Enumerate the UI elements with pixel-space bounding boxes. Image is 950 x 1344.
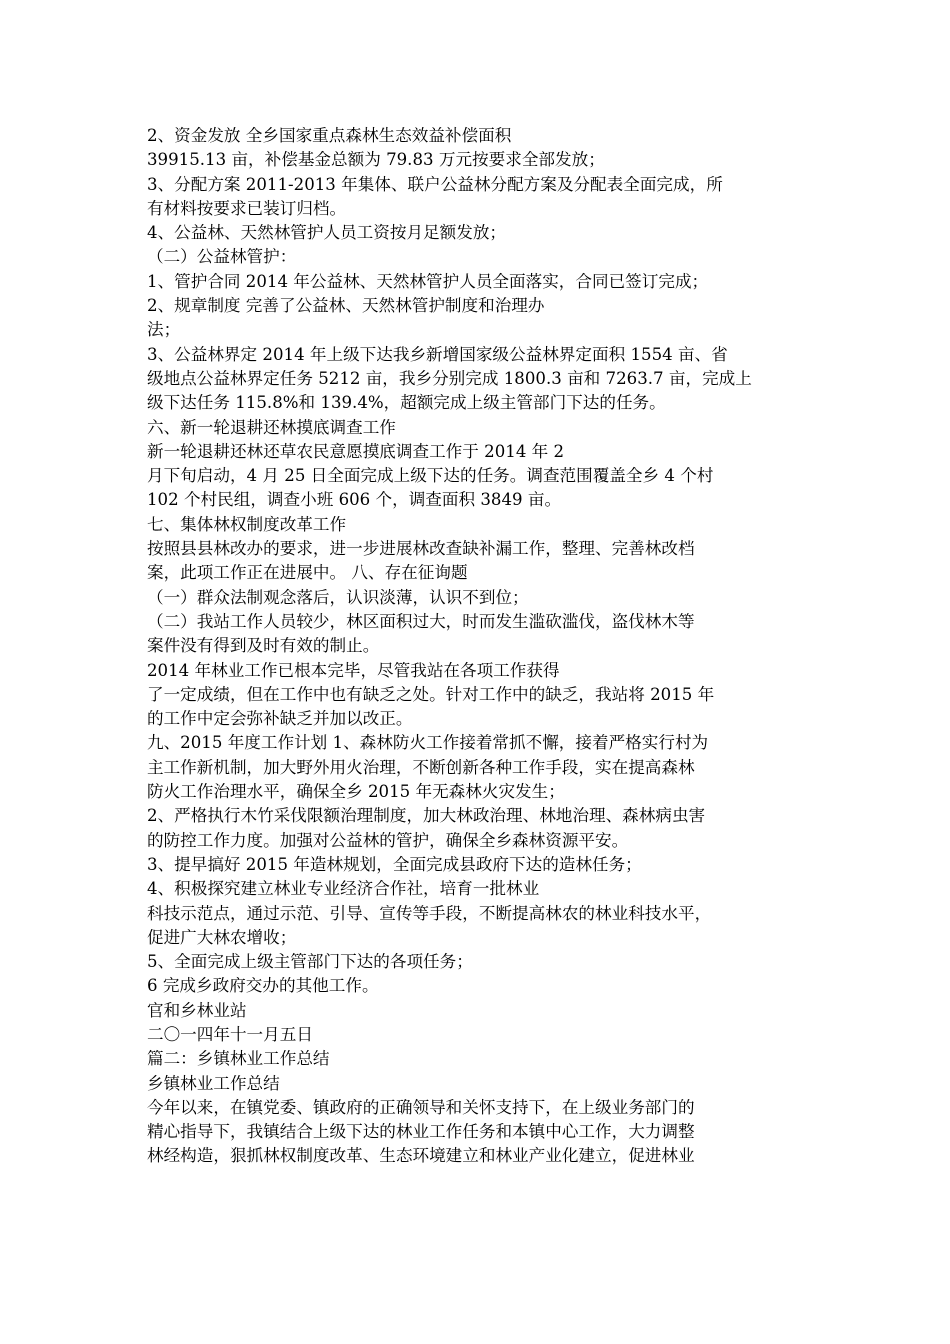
text-line: 按照县县林改办的要求，进一步进展林改查缺补漏工作，整理、完善林改档 bbox=[147, 539, 695, 559]
text-line: 2、资金发放 全乡国家重点森林生态效益补偿面积 bbox=[147, 126, 512, 145]
text-line: 月下旬启动，4 月 25 日全面完成上级下达的任务。调查范围覆盖全乡 4 个村 bbox=[147, 466, 714, 486]
text-line: 3、公益林界定 2014 年上级下达我乡新增国家级公益林界定面积 1554 亩、省 bbox=[147, 344, 728, 364]
text-line: 级下达任务 115.8%和 139.4%，超额完成上级主管部门下达的任务。 bbox=[147, 393, 666, 413]
text-line: 案，此项工作正在进展中。 八、存在征询题 bbox=[147, 563, 468, 583]
chapter-heading: 篇二：乡镇林业工作总结 bbox=[147, 1049, 330, 1069]
section-heading: 六、新一轮退耕还林摸底调查工作 bbox=[147, 417, 396, 437]
text-line: 4、积极探究建立林业专业经济合作社，培育一批林业 bbox=[147, 879, 540, 899]
section-heading: 九、2015 年度工作计划 1、森林防火工作接着常抓不懈，接着严格实行村为 bbox=[147, 733, 709, 753]
text-line: 案件没有得到及时有效的制止。 bbox=[147, 636, 380, 656]
signature-org: 官和乡林业站 bbox=[147, 1000, 247, 1020]
text-line: 新一轮退耕还林还草农民意愿摸底调查工作于 2014 年 2 bbox=[147, 441, 565, 461]
text-line: 2014 年林业工作已根本完毕，尽管我站在各项工作获得 bbox=[147, 660, 560, 680]
text-line: 科技示范点，通过示范、引导、宣传等手段，不断提高林农的林业科技水平， bbox=[147, 903, 712, 923]
document-title: 乡镇林业工作总结 bbox=[147, 1073, 280, 1093]
text-line: 3、提早搞好 2015 年造林规划，全面完成县政府下达的造林任务； bbox=[147, 854, 642, 874]
text-line: 3、分配方案 2011-2013 年集体、联户公益林分配方案及分配表全面完成，所 bbox=[147, 174, 723, 194]
text-line: 法； bbox=[147, 320, 181, 340]
text-line: 的防控工作力度。加强对公益林的管护，确保全乡森林资源平安。 bbox=[147, 830, 629, 850]
text-line: 有材料按要求已装订归档。 bbox=[147, 198, 347, 218]
text-line: 6 完成乡政府交办的其他工作。 bbox=[147, 976, 379, 996]
section-heading: （二）公益林管护： bbox=[147, 247, 297, 267]
text-line: 精心指导下，我镇结合上级下达的林业工作任务和本镇中心工作，大力调整 bbox=[147, 1122, 695, 1142]
text-line: 了一定成绩，但在工作中也有缺乏之处。针对工作中的缺乏，我站将 2015 年 bbox=[147, 684, 715, 704]
text-line: 39915.13 亩，补偿基金总额为 79.83 万元按要求全部发放； bbox=[147, 150, 605, 170]
text-line: 今年以来，在镇党委、镇政府的正确领导和关怀支持下，在上级业务部门的 bbox=[147, 1097, 695, 1117]
text-line: （二）我站工作人员较少，林区面积过大，时而发生滥砍滥伐，盗伐林木等 bbox=[147, 611, 695, 631]
signature-date: 二〇一四年十一月五日 bbox=[147, 1024, 313, 1044]
text-line: 1、管护合同 2014 年公益林、天然林管护人员全面落实，合同已签订完成； bbox=[147, 271, 709, 291]
text-line: 的工作中定会弥补缺乏并加以改正。 bbox=[147, 709, 413, 729]
text-line: 2、规章制度 完善了公益林、天然林管护制度和治理办 bbox=[147, 296, 545, 316]
text-line: 林经构造，狠抓林权制度改革、生态环境建立和林业产业化建立，促进林业 bbox=[147, 1146, 695, 1166]
text-line: （一）群众法制观念落后，认识淡薄，认识不到位； bbox=[147, 587, 529, 607]
section-heading: 七、集体林权制度改革工作 bbox=[147, 514, 347, 534]
text-line: 2、严格执行木竹采伐限额治理制度，加大林政治理、林地治理、森林病虫害 bbox=[147, 806, 706, 826]
text-line: 4、公益林、天然林管护人员工资按月足额发放； bbox=[147, 223, 507, 243]
text-line: 促进广大林农增收； bbox=[147, 927, 297, 947]
text-line: 防火工作治理水平，确保全乡 2015 年无森林火灾发生； bbox=[147, 782, 565, 802]
text-line: 102 个村民组，调查小班 606 个，调查面积 3849 亩。 bbox=[147, 490, 562, 510]
text-line: 主工作新机制，加大野外用火治理，不断创新各种工作手段，实在提高森林 bbox=[147, 757, 695, 777]
text-line: 级地点公益林界定任务 5212 亩，我乡分别完成 1800.3 亩和 7263.7 亩，完成上 bbox=[147, 368, 752, 388]
text-line: 5、全面完成上级主管部门下达的各项任务； bbox=[147, 952, 473, 972]
document-body bbox=[147, 124, 807, 1169]
